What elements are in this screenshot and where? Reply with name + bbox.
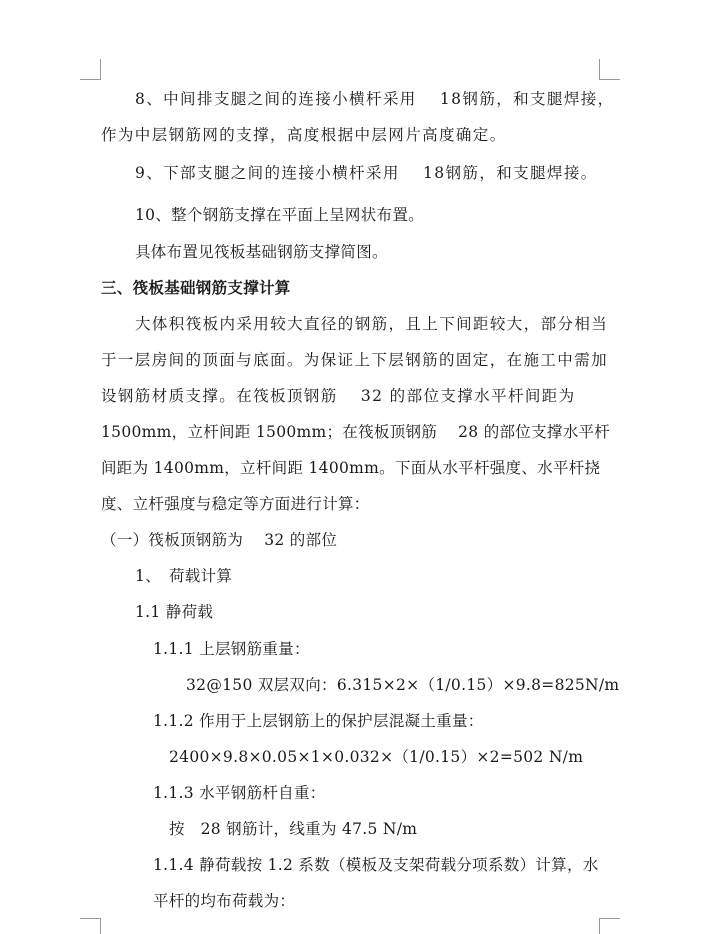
paragraph-line: 度、立杆强度与稳定等方面进行计算： xyxy=(101,495,370,513)
paragraph-line: 间距为 1400mm，立杆间距 1400mm。下面从水平杆强度、水平杆挠 xyxy=(101,459,601,477)
formula-line: 2400×9.8×0.05×1×0.032×（1/0.15）×2=502 N/m xyxy=(169,748,584,766)
formula-line: 32@150 双层双向：6.315×2×（1/0.15）×9.8=825N/m xyxy=(186,676,620,694)
paragraph-line: 按 28 钢筋计，线重为 47.5 N/m xyxy=(169,820,418,838)
paragraph-line: 作为中层钢筋网的支撑，高度根据中层网片高度确定。 xyxy=(101,126,507,144)
page-corner-mark-top-left xyxy=(80,59,101,80)
paragraph-line: 9、下部支腿之间的连接小横杆采用 18钢筋，和支腿焊接。 xyxy=(135,164,598,182)
paragraph-line: 具体布置见筏板基础钢筋支撑简图。 xyxy=(135,243,388,261)
subsection-heading: 1.1.4 静荷载按 1.2 系数（模板及支架荷载分项系数）计算，水 xyxy=(153,856,599,874)
subsection-heading: 1.1.2 作用于上层钢筋上的保护层混凝土重量： xyxy=(153,712,484,730)
paragraph-line: 8、中间排支腿之间的连接小横杆采用 18钢筋，和支腿焊接， xyxy=(135,90,615,108)
paragraph-line: 设钢筋材质支撑。在筏板顶钢筋 32 的部位支撑水平杆间距为 xyxy=(101,387,576,405)
page-corner-mark-top-right xyxy=(599,59,620,80)
paragraph-line: 大体积筏板内采用较大直径的钢筋，且上下间距较大，部分相当 xyxy=(135,315,609,333)
paragraph-line: 10、整个钢筋支撑在平面上呈网状布置。 xyxy=(135,206,424,224)
paragraph-line: 于一层房间的顶面与底面。为保证上下层钢筋的固定，在施工中需加 xyxy=(101,351,609,369)
subsection-heading: （一）筏板顶钢筋为 32 的部位 xyxy=(101,531,338,549)
subsection-heading: 1.1 静荷载 xyxy=(135,603,214,621)
subsection-heading: 1、 荷载计算 xyxy=(135,567,233,585)
page-corner-mark-bottom-left xyxy=(80,918,101,934)
page-corner-mark-bottom-right xyxy=(599,918,620,934)
section-heading: 三、筏板基础钢筋支撑计算 xyxy=(101,278,291,297)
paragraph-line: 1500mm，立杆间距 1500mm；在筏板顶钢筋 28 的部位支撑水平杆 xyxy=(101,423,611,441)
paragraph-line: 平杆的均布荷载为： xyxy=(153,892,296,910)
subsection-heading: 1.1.1 上层钢筋重量： xyxy=(153,640,310,658)
subsection-heading: 1.1.3 水平钢筋杆自重： xyxy=(153,784,326,802)
